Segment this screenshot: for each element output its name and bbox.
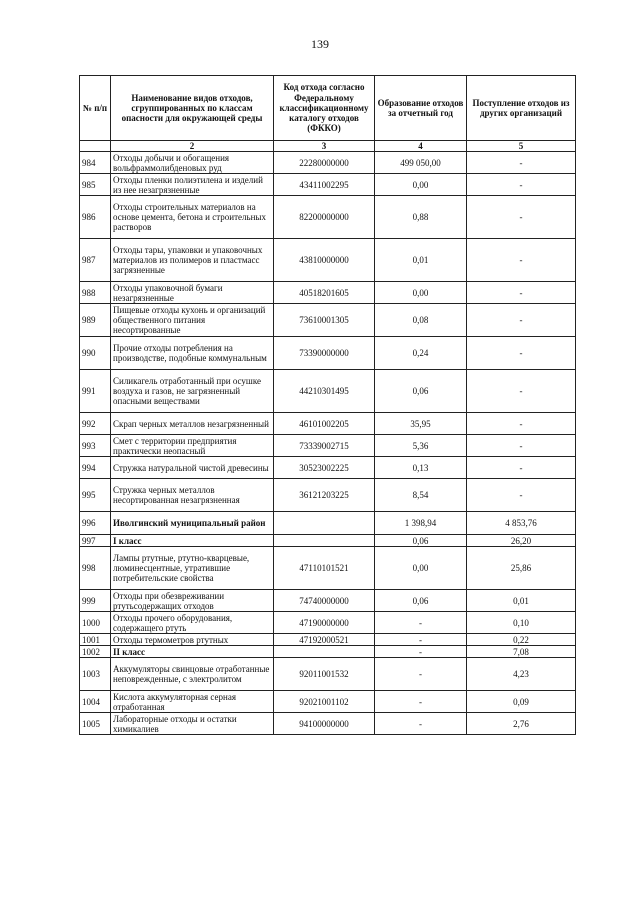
waste-name: Отходы термометров ртутных [111,634,274,646]
header-formed: Образование отходов за отчетный год [375,76,467,141]
column-number: 4 [375,141,467,152]
table-row [80,691,576,713]
row-number: 1002 [80,646,111,658]
formed-amount: 499 050,00 [375,152,467,174]
waste-name: Стружка натуральной чистой древесины [111,457,274,479]
row-number: 997 [80,535,111,547]
table-row [80,713,576,735]
received-amount: - [467,239,576,282]
fkko-code: 43810000000 [274,239,375,282]
row-number: 995 [80,479,111,512]
formed-amount: 0,13 [375,457,467,479]
row-number: 994 [80,457,111,479]
row-number: 992 [80,413,111,435]
table-row [80,174,576,196]
received-amount: - [467,337,576,370]
row-number: 991 [80,370,111,413]
formed-amount: - [375,634,467,646]
formed-amount: 0,06 [375,590,467,612]
waste-name: Отходы прочего оборудования, содержащего ртуть [111,612,274,634]
column-number-row [80,141,576,152]
formed-amount: - [375,658,467,691]
waste-name: I класс [111,535,274,547]
table-row [80,304,576,337]
fkko-code: 43411002295 [274,174,375,196]
waste-name: Лабораторные отходы и остатки химикалиев [111,713,274,735]
row-number: 988 [80,282,111,304]
table-row [80,457,576,479]
row-number: 986 [80,196,111,239]
received-amount: - [467,152,576,174]
fkko-code: 30523002225 [274,457,375,479]
table-row [80,590,576,612]
received-amount: 0,01 [467,590,576,612]
received-amount: 25,86 [467,547,576,590]
formed-amount: 35,95 [375,413,467,435]
fkko-code: 92021001102 [274,691,375,713]
table-row [80,435,576,457]
formed-amount: 0,00 [375,282,467,304]
formed-amount: 0,01 [375,239,467,282]
fkko-code [274,535,375,547]
waste-name: Смет с территории предприятия практически неопасный [111,435,274,457]
received-amount: - [467,479,576,512]
table-row [80,535,576,547]
formed-amount: 0,06 [375,535,467,547]
table-row [80,547,576,590]
received-amount: 0,09 [467,691,576,713]
received-amount: - [467,282,576,304]
row-number: 1003 [80,658,111,691]
table-row [80,634,576,646]
waste-name: Стружка черных металлов несортированная незагрязненная [111,479,274,512]
waste-name: Отходы добычи и обогащения вольфраммолибденовых руд [111,152,274,174]
waste-name: Кислота аккумуляторная серная отработанная [111,691,274,713]
waste-name: Отходы тары, упаковки и упаковочных материалов из полимеров и пластмасс загрязненные [111,239,274,282]
formed-amount: 0,06 [375,370,467,413]
header-received: Поступление отходов из других организаций [467,76,576,141]
row-number: 1005 [80,713,111,735]
column-number: 5 [467,141,576,152]
row-number: 999 [80,590,111,612]
received-amount: - [467,174,576,196]
table-row [80,479,576,512]
row-number: 1001 [80,634,111,646]
formed-amount: 0,88 [375,196,467,239]
formed-amount: - [375,646,467,658]
row-number: 998 [80,547,111,590]
waste-name: Прочие отходы потребления на производстве, подобные коммунальным [111,337,274,370]
fkko-code: 47110101521 [274,547,375,590]
received-amount: - [467,370,576,413]
fkko-code: 73339002715 [274,435,375,457]
received-amount: 4,23 [467,658,576,691]
table-row [80,512,576,535]
fkko-code: 40518201605 [274,282,375,304]
waste-name: Иволгинский муниципальный район [111,512,274,535]
waste-table [79,75,576,735]
waste-name: II класс [111,646,274,658]
row-number: 984 [80,152,111,174]
column-number [80,141,111,152]
table-body [80,152,576,735]
received-amount: - [467,304,576,337]
table-row [80,370,576,413]
waste-name: Отходы пленки полиэтилена и изделий из нее незагрязненные [111,174,274,196]
header-name: Наименование видов отходов, сгруппированных по классам опасности для окружающей среды [111,76,274,141]
fkko-code: 73390000000 [274,337,375,370]
fkko-code: 22280000000 [274,152,375,174]
fkko-code: 46101002205 [274,413,375,435]
row-number: 987 [80,239,111,282]
header-number: № п/п [80,76,111,141]
table-row [80,612,576,634]
fkko-code: 36121203225 [274,479,375,512]
row-number: 1004 [80,691,111,713]
column-number: 3 [274,141,375,152]
formed-amount: - [375,691,467,713]
received-amount: 26,20 [467,535,576,547]
waste-name: Силикагель отработанный при осушке воздуха и газов, не загрязненный опасными веществами [111,370,274,413]
formed-amount: 8,54 [375,479,467,512]
formed-amount: - [375,612,467,634]
row-number: 1000 [80,612,111,634]
table-row [80,646,576,658]
fkko-code: 92011001532 [274,658,375,691]
waste-name: Отходы упаковочной бумаги незагрязненные [111,282,274,304]
fkko-code: 47192000521 [274,634,375,646]
fkko-code [274,646,375,658]
waste-name: Аккумуляторы свинцовые отработанные неповрежденные, с электролитом [111,658,274,691]
waste-name: Отходы строительных материалов на основе цемента, бетона и строительных растворов [111,196,274,239]
header-row [80,76,576,141]
fkko-code [274,512,375,535]
waste-name: Отходы при обезвреживании ртутьсодержащих отходов [111,590,274,612]
fkko-code: 82200000000 [274,196,375,239]
fkko-code: 94100000000 [274,713,375,735]
received-amount: 0,10 [467,612,576,634]
received-amount: - [467,435,576,457]
table-row [80,282,576,304]
row-number: 985 [80,174,111,196]
table-row [80,658,576,691]
received-amount: - [467,413,576,435]
header-code: Код отхода согласно Федеральному классификационному каталогу отходов (ФККО) [274,76,375,141]
table-row [80,413,576,435]
fkko-code: 44210301495 [274,370,375,413]
formed-amount: 5,36 [375,435,467,457]
formed-amount: 0,00 [375,547,467,590]
page-number: 139 [311,37,329,51]
received-amount: 0,22 [467,634,576,646]
table-row [80,239,576,282]
fkko-code: 73610001305 [274,304,375,337]
row-number: 990 [80,337,111,370]
waste-name: Скрап черных металлов незагрязненный [111,413,274,435]
received-amount: 7,08 [467,646,576,658]
formed-amount: 0,24 [375,337,467,370]
table-row [80,337,576,370]
waste-name: Пищевые отходы кухонь и организаций общественного питания несортированные [111,304,274,337]
formed-amount: 0,00 [375,174,467,196]
received-amount: 4 853,76 [467,512,576,535]
formed-amount: 0,08 [375,304,467,337]
row-number: 993 [80,435,111,457]
table-row [80,196,576,239]
column-number: 2 [111,141,274,152]
row-number: 989 [80,304,111,337]
received-amount: - [467,196,576,239]
fkko-code: 47190000000 [274,612,375,634]
formed-amount: - [375,713,467,735]
received-amount: - [467,457,576,479]
table-row [80,152,576,174]
received-amount: 2,76 [467,713,576,735]
row-number: 996 [80,512,111,535]
fkko-code: 74740000000 [274,590,375,612]
formed-amount: 1 398,94 [375,512,467,535]
waste-name: Лампы ртутные, ртутно-кварцевые, люминесцентные, утратившие потребительские свойства [111,547,274,590]
